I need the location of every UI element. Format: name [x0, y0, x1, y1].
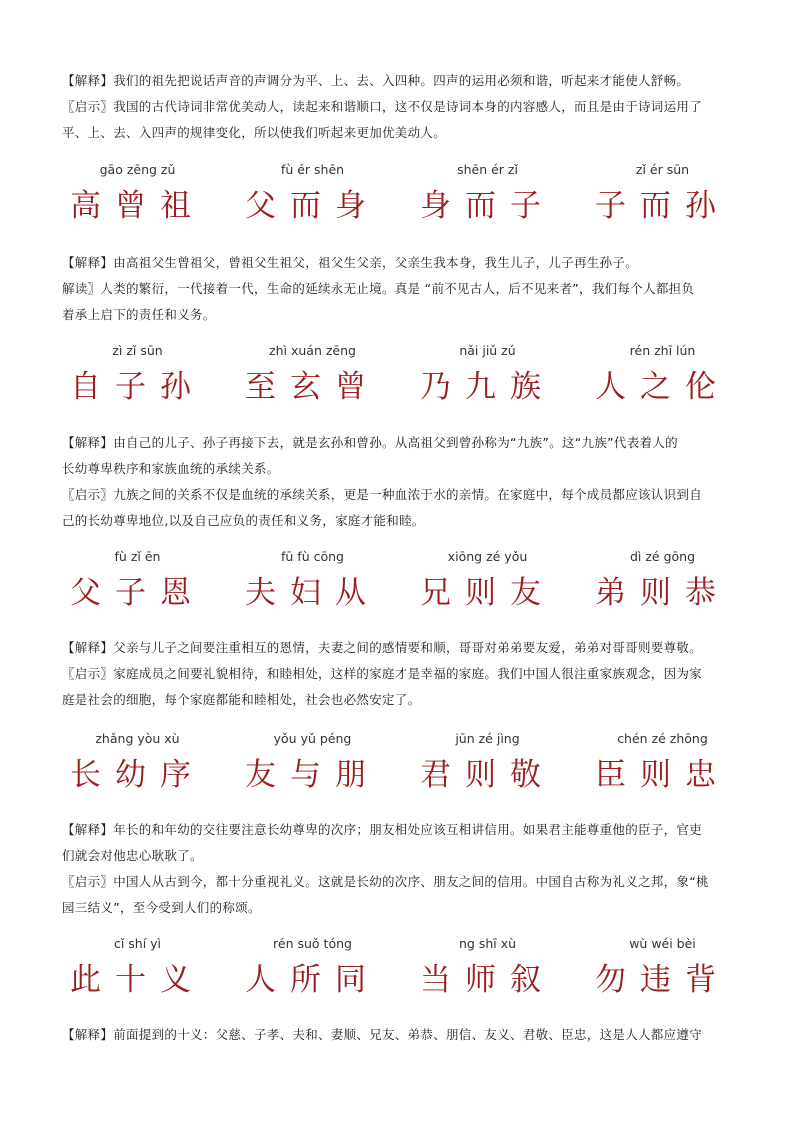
- hanzi: 兄则友: [420, 575, 555, 611]
- hanzi: 夫妇从: [245, 575, 380, 611]
- text-line: 〖启示〗我国的古代诗词非常优美动人，读起来和谐顺口，这不仅是诗词本身的内容感人，而且是由于诗词运用了: [62, 99, 703, 114]
- pinyin: zǐ ér sūn: [635, 162, 690, 177]
- text-line: 〖启示〗家庭成员之间要礼貌相待，和睦相处，这样的家庭才是幸福的家庭。我们中国人很注重家族观念，因为家: [62, 666, 703, 681]
- pinyin: dì zé gōng: [629, 549, 696, 564]
- pinyin: jūn zé jìng: [455, 731, 520, 746]
- hanzi: 弟则恭: [595, 575, 730, 611]
- pinyin: nǎi jiǔ zú: [459, 343, 516, 358]
- text-line: 【解释】由自己的儿子、孙子再接下去，就是玄孙和曾孙。从高祖父到曾孙称为“九族”。这“九族”代表着人的: [62, 435, 678, 450]
- text-line: 〖启示〗中国人从古到今，都十分重视礼义。这就是长幼的次序、朋友之间的信用。中国自古称为礼义之邦，象“桃: [62, 874, 709, 889]
- pinyin: fù ér shēn: [280, 162, 345, 177]
- text-line: 〖启示〗九族之间的关系不仅是血统的承续关系，更是一种血浓于水的亲情。在家庭中，每个成员都应该认识到自: [62, 487, 703, 502]
- pinyin: shēn ér zǐ: [457, 162, 518, 177]
- hanzi: 勿违背: [595, 962, 730, 998]
- hanzi: 高曾祖: [70, 188, 205, 224]
- text-line: 长幼尊卑秩序和家族血统的承续关系。: [62, 461, 280, 476]
- text-line: 园三结义”，至今受到人们的称颂。: [62, 900, 261, 915]
- pinyin: rén zhī lún: [629, 343, 696, 358]
- hanzi: 身而子: [420, 188, 555, 224]
- hanzi: 自子孙: [70, 369, 205, 405]
- hanzi: 至玄曾: [245, 369, 380, 405]
- pinyin: cǐ shí yì: [113, 936, 162, 951]
- verse-row: [0, 343, 793, 413]
- explanation-block: [62, 68, 738, 146]
- pinyin: zhǎng yòu xù: [95, 731, 180, 746]
- text-line: 平、上、去、入四声的规律变化，所以使我们听起来更加优美动人。: [62, 125, 447, 140]
- pinyin: ng shī xù: [458, 936, 517, 951]
- verse-row: [0, 162, 793, 232]
- hanzi: 长幼序: [70, 757, 205, 793]
- explanation-block: [62, 1022, 738, 1048]
- pinyin: rén suǒ tóng: [273, 936, 352, 951]
- pinyin: xiōng zé yǒu: [447, 549, 528, 564]
- text-line: 解读〗人类的繁衍，一代接着一代，生命的延续永无止境。真是 “前不见古人，后不见来者”，我们每个人都担负: [62, 281, 695, 296]
- text-line: 着承上启下的责任和义务。: [62, 307, 216, 322]
- text-line: 们就会对他忠心耿耿了。: [62, 848, 203, 863]
- pinyin: wù wéi bèi: [629, 936, 696, 951]
- hanzi: 当师叙: [420, 962, 555, 998]
- verse-row: [0, 549, 793, 619]
- hanzi: 乃九族: [420, 369, 555, 405]
- pinyin: yǒu yǔ péng: [273, 731, 352, 746]
- text-line: 【解释】前面提到的十义：父慈、子孝、夫和、妻顺、兄友、弟恭、朋信、友义、君敬、臣忠，这是人人都应遵守: [62, 1027, 703, 1042]
- hanzi: 友与朋: [245, 757, 380, 793]
- hanzi: 此十义: [70, 962, 205, 998]
- pinyin: fù zǐ ēn: [114, 549, 161, 564]
- text-line: 【解释】我们的祖先把说话声音的声调分为平、上、去、入四种。四声的运用必须和谐，听起来才能使人舒畅。: [62, 73, 690, 88]
- hanzi: 父子恩: [70, 575, 205, 611]
- hanzi: 父而身: [245, 188, 380, 224]
- text-line: 庭是社会的细胞，每个家庭都能和睦相处，社会也必然安定了。: [62, 692, 421, 707]
- pinyin: zì zǐ sūn: [112, 343, 163, 358]
- text-line: 【解释】父亲与儿子之间要注重相互的恩情，夫妻之间的感情要和顺，哥哥对弟弟要友爱，弟弟对哥哥则要尊敬。: [62, 640, 703, 655]
- verse-row: [0, 936, 793, 1006]
- pinyin: gāo zēng zǔ: [99, 162, 176, 177]
- pinyin: zhì xuán zēng: [269, 343, 356, 358]
- hanzi: 臣则忠: [595, 757, 730, 793]
- explanation-block: [62, 250, 738, 328]
- hanzi: 人之伦: [595, 369, 730, 405]
- text-line: 己的长幼尊卑地位,以及自己应负的责任和义务，家庭才能和睦。: [62, 513, 425, 528]
- explanation-block: [62, 635, 738, 713]
- hanzi: 子而孙: [595, 188, 730, 224]
- verse-row: [0, 731, 793, 801]
- hanzi: 君则敬: [420, 757, 555, 793]
- explanation-block: [62, 817, 738, 921]
- text-line: 【解释】年长的和年幼的交往要注意长幼尊卑的次序；朋友相处应该互相讲信用。如果君主能尊重他的臣子，官吏: [62, 822, 703, 837]
- pinyin: chén zé zhōng: [617, 731, 708, 746]
- hanzi: 人所同: [245, 962, 380, 998]
- pinyin: fū fù cōng: [281, 549, 344, 564]
- explanation-block: [62, 430, 738, 534]
- text-line: 【解释】由高祖父生曾祖父，曾祖父生祖父，祖父生父亲，父亲生我本身，我生儿子，儿子再生孙子。: [62, 255, 639, 270]
